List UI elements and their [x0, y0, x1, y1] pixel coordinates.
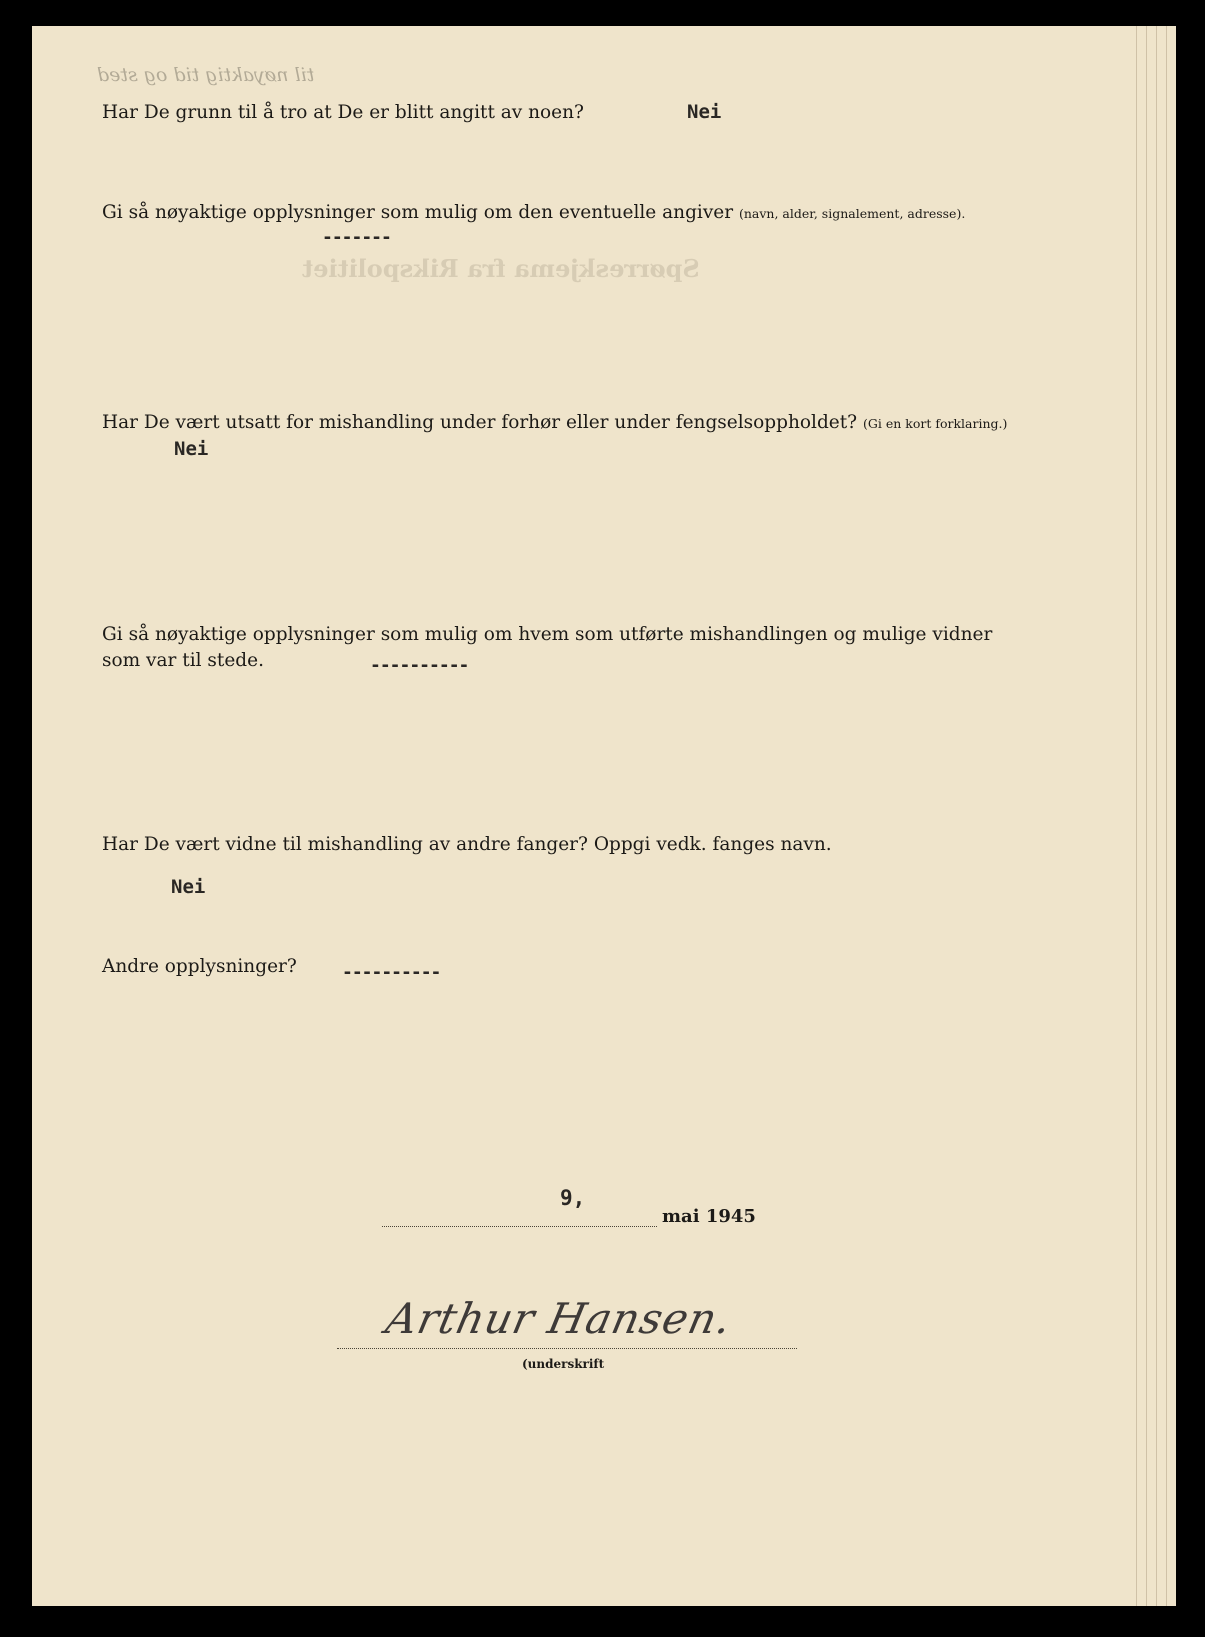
- question-2-text: [102, 202, 965, 223]
- question-4-line-2: som var til stede.: [102, 650, 264, 671]
- question-3-answer: Nei: [174, 438, 209, 460]
- question-2-answer: -------: [322, 227, 391, 248]
- signature-label: (underskrift: [522, 1357, 605, 1371]
- signature: Arthur Hansen.: [381, 1294, 737, 1343]
- signature-line: [337, 1348, 797, 1349]
- page-edge: [1166, 26, 1167, 1606]
- question-2-note: (navn, alder, signalement, adresse).: [738, 206, 966, 221]
- question-5-answer: Nei: [171, 876, 206, 898]
- question-4-answer: ----------: [370, 655, 469, 676]
- question-3-main: Har De vært utsatt for mishandling under forhør eller under fengselsoppholdet?: [102, 412, 858, 433]
- page-edge: [1136, 26, 1137, 1606]
- date-line: [382, 1226, 657, 1227]
- date-day: 9,: [560, 1186, 586, 1210]
- date-month-year: mai 1945: [662, 1206, 756, 1227]
- show-through-handwriting: til nøyaktig tid og sted: [97, 64, 315, 86]
- question-3-text: [102, 412, 1007, 433]
- question-3-note: (Gi en kort forklaring.): [863, 416, 1008, 431]
- show-through-title: Spørreskjema fra Rikspolitiet: [302, 254, 700, 283]
- document-page: [32, 26, 1176, 1606]
- question-2-main: Gi så nøyaktige opplysninger som mulig om den eventuelle angiver: [102, 202, 734, 223]
- question-6-answer: ----------: [342, 962, 441, 983]
- question-1-answer: Nei: [687, 101, 722, 123]
- page-edge: [1146, 26, 1147, 1606]
- question-4-line-1: Gi så nøyaktige opplysninger som mulig om hvem som utførte mishandlingen og mulige vidner: [102, 624, 993, 645]
- question-5-text: Har De vært vidne til mishandling av andre fanger? Oppgi vedk. fanges navn.: [102, 834, 832, 855]
- question-1-text: Har De grunn til å tro at De er blitt angitt av noen?: [102, 102, 584, 123]
- question-6-text: Andre opplysninger?: [102, 956, 297, 977]
- page-edge: [1156, 26, 1157, 1606]
